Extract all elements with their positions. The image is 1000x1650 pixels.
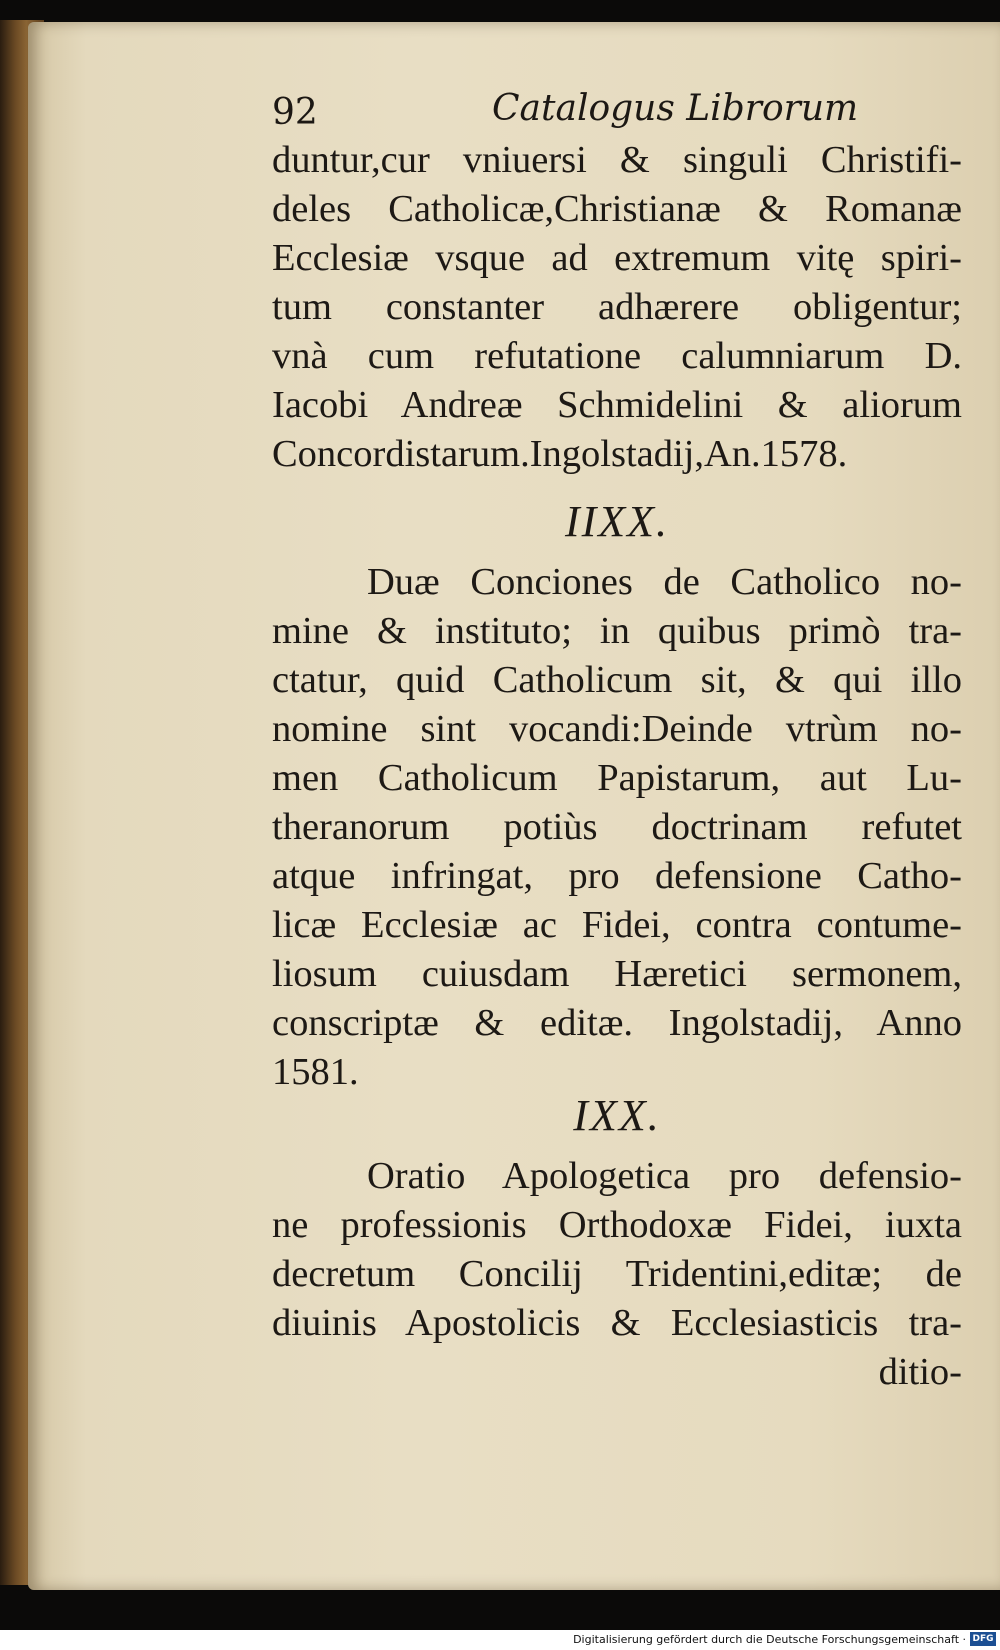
text-line: licæ Ecclesiæ ac Fidei, contra contume-	[272, 904, 962, 946]
entry-paragraph-iixx	[272, 558, 962, 1097]
dfg-logo: DFG	[970, 1632, 996, 1646]
catchword: ditio-	[878, 1351, 962, 1393]
text-line: Duæ Conciones de Catholico no-	[367, 561, 962, 603]
text-line: atque infringat, pro defensione Catho-	[272, 855, 962, 897]
text-line: liosum cuiusdam Hæretici sermonem,	[272, 953, 962, 995]
text-line: Oratio Apologetica pro defensio-	[367, 1155, 962, 1197]
text-line: mine & instituto; in quibus primò tra-	[272, 610, 962, 652]
text-line: conscriptæ & editæ. Ingolstadij, Anno	[272, 1002, 962, 1044]
text-line: vnà cum refutatione calumniarum D.	[272, 335, 962, 377]
text-line: Iacobi Andreæ Schmidelini & aliorum	[272, 384, 962, 426]
text-line: Concordistarum.Ingolstadij,An.1578.	[272, 433, 848, 475]
running-title: Catalogus Librorum	[492, 88, 859, 129]
text-line: decretum Concilij Tridentini,editæ; de	[272, 1253, 962, 1295]
text-line: tum constanter adhærere obligentur;	[272, 286, 962, 328]
text-line: diuinis Apostolicis & Ecclesiasticis tra-	[272, 1302, 962, 1344]
text-line: 1581.	[272, 1051, 359, 1093]
text-line: Ecclesiæ vsque ad extremum vitę spiri-	[272, 237, 962, 279]
text-line: nomine sint vocandi:Deinde vtrùm no-	[272, 708, 962, 750]
entry-heading-iixx: IIXX.	[564, 497, 670, 546]
page-number: 92	[272, 92, 318, 133]
entry-heading-ixx: IXX.	[573, 1091, 661, 1140]
digitization-credit: Digitalisierung gefördert durch die Deutsche Forschungsgemeinschaft ·	[573, 1633, 966, 1646]
text-line: ctatur, quid Catholicum sit, & qui illo	[272, 659, 962, 701]
text-line: deles Catholicæ,Christianæ & Romanæ	[272, 188, 962, 230]
text-line: duntur,cur vniuersi & singuli Christifi-	[272, 139, 962, 181]
text-line: ne professionis Orthodoxæ Fidei, iuxta	[272, 1204, 962, 1246]
text-line: men Catholicum Papistarum, aut Lu-	[272, 757, 962, 799]
entry-paragraph-ixx	[272, 1152, 962, 1397]
continuation-paragraph	[272, 136, 962, 479]
text-line: theranorum potiùs doctrinam refutet	[272, 806, 962, 848]
